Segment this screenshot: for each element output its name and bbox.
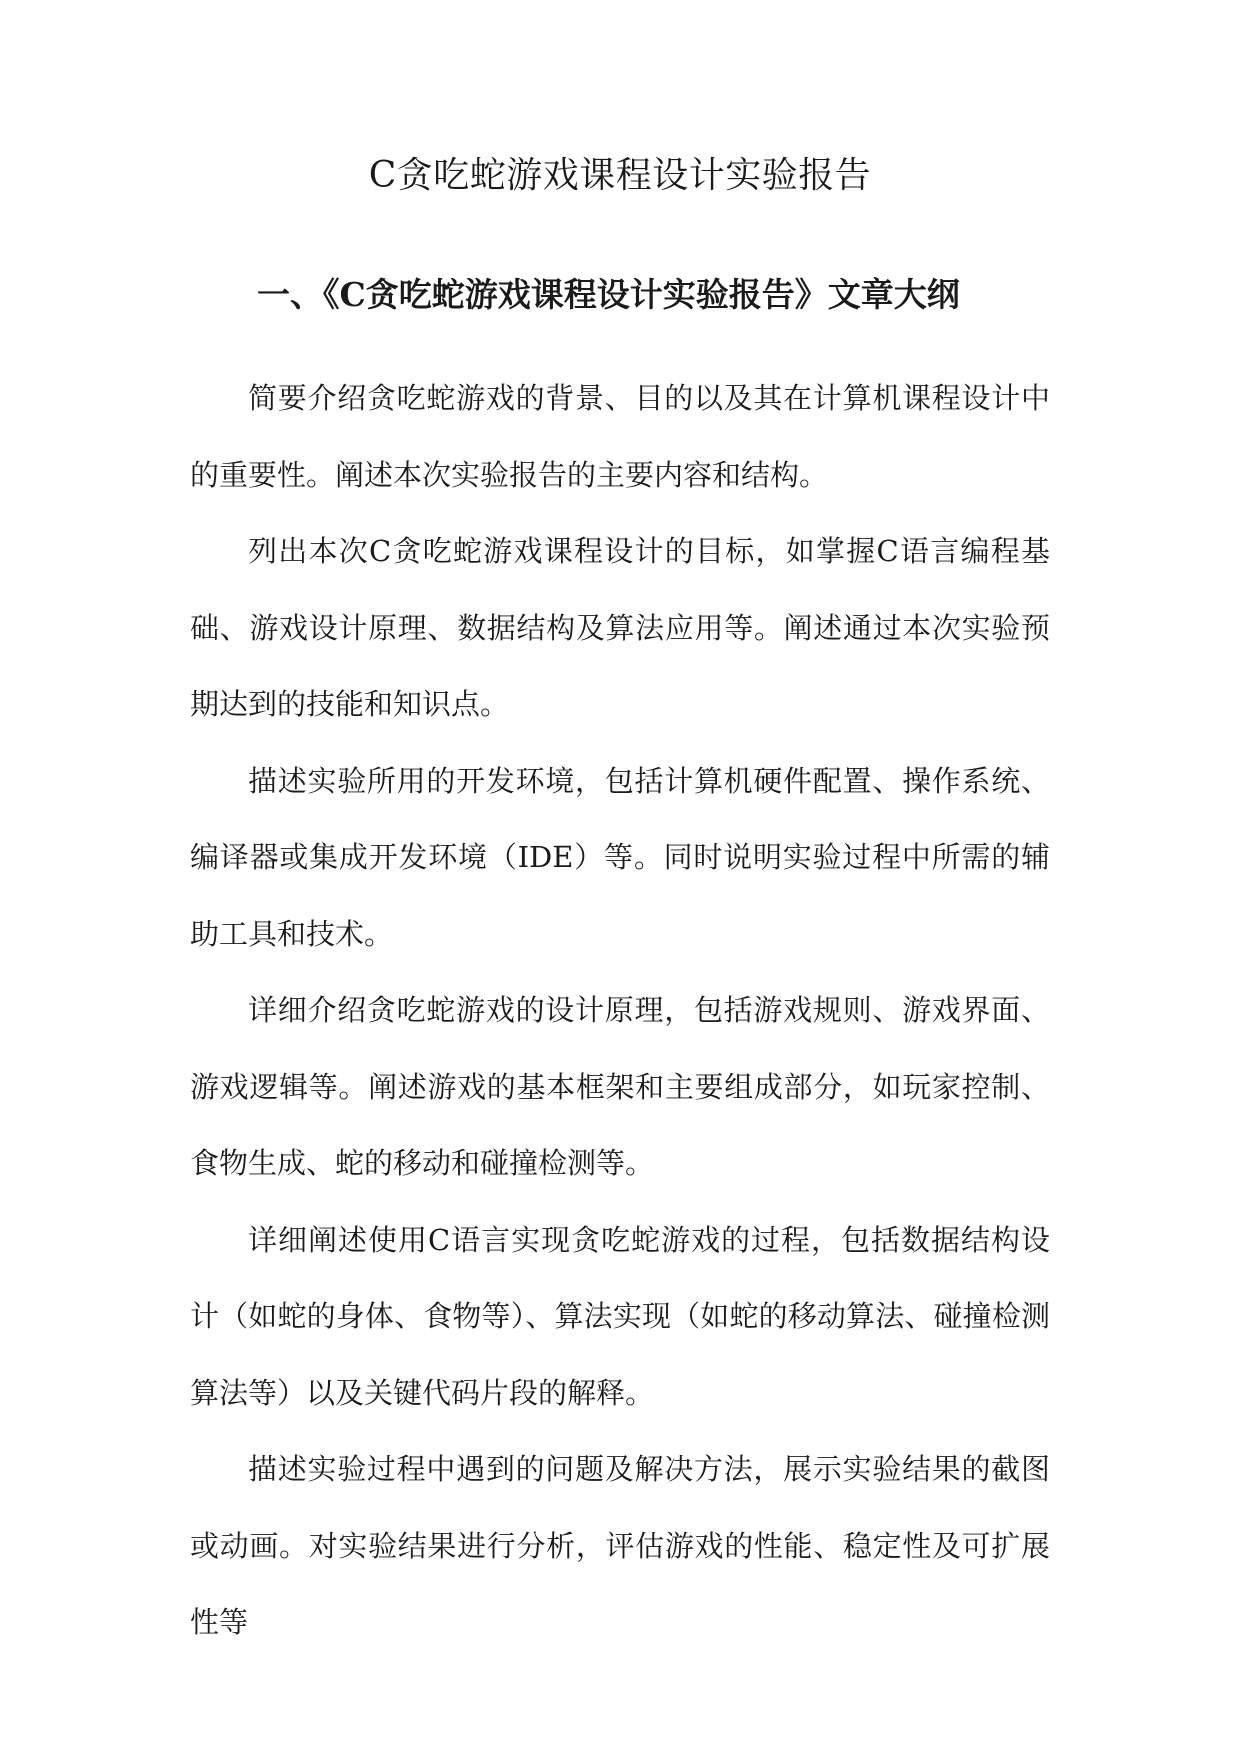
- paragraph-design-principles: 详细介绍贪吃蛇游戏的设计原理，包括游戏规则、游戏界面、游戏逻辑等。阐述游戏的基本框架和主要组成部分，如玩家控制、食物生成、蛇的移动和碰撞检测等。: [190, 993, 1050, 1180]
- paragraph-objectives: 列出本次C贪吃蛇游戏课程设计的目标，如掌握C语言编程基础、游戏设计原理、数据结构及算法应用等。阐述通过本次实验预期达到的技能和知识点。: [190, 534, 1050, 721]
- paragraph-environment: 描述实验所用的开发环境，包括计算机硬件配置、操作系统、编译器或集成开发环境（IDE）等。同时说明实验过程中所需的辅助工具和技术。: [190, 763, 1050, 951]
- body-text: [190, 360, 1050, 1661]
- paragraph-implementation: 详细阐述使用C语言实现贪吃蛇游戏的过程，包括数据结构设计（如蛇的身体、食物等）、算法实现（如蛇的移动算法、碰撞检测算法等）以及关键代码片段的解释。: [190, 1222, 1050, 1410]
- section-heading: 一、《C贪吃蛇游戏课程设计实验报告》文章大纲: [257, 275, 960, 314]
- document-title: C贪吃蛇游戏课程设计实验报告: [368, 155, 872, 196]
- paragraph-results: 描述实验过程中遇到的问题及解决方法，展示实验结果的截图或动画。对实验结果进行分析，评估游戏的性能、稳定性及可扩展性等: [190, 1452, 1050, 1639]
- paragraph-introduction: 简要介绍贪吃蛇游戏的背景、目的以及其在计算机课程设计中的重要性。阐述本次实验报告的主要内容和结构。: [190, 381, 1050, 492]
